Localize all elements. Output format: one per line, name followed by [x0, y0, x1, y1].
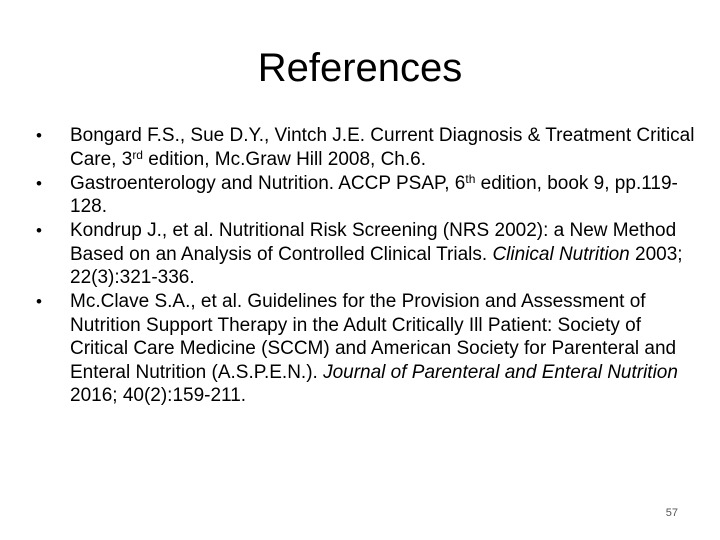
slide-title: References: [257, 46, 463, 90]
reference-text: 2003; 22(3):321-336.: [70, 243, 683, 288]
reference-text: Mc.Clave S.A., et al. Guidelines for the Provision and Assessment of Nutrition Support Therapy in the Adult Critically Ill Patient: Society of Critical Care Medicine (SCCM) and American Society for Parenteral and Enteral Nutrition (A.S.P.E.N.).: [70, 291, 677, 383]
reference-text: Bongard F.S., Sue D.Y., Vintch J.E. Current Diagnosis & Treatment Critical Care, 3: [70, 125, 695, 170]
reference-text: Gastroenterology and Nutrition. ACCP PSAP, 6: [70, 172, 466, 194]
bullet-icon: •: [36, 292, 42, 311]
reference-item-3: [36, 219, 696, 290]
reference-text: edition, book 9, pp.119-128.: [70, 172, 678, 217]
page-number: 57: [665, 507, 678, 519]
bullet-icon: •: [36, 221, 42, 240]
bullet-icon: •: [36, 126, 42, 145]
reference-text: Kondrup J., et al. Nutritional Risk Screening (NRS 2002): a New Method Based on an Analysis of Controlled Clinical Trials.: [70, 220, 677, 265]
reference-list: [36, 124, 696, 408]
journal-title: Clinical Nutrition: [492, 243, 630, 265]
reference-text: edition, Mc.Graw Hill 2008, Ch.6.: [142, 148, 426, 170]
reference-item-4: [36, 290, 696, 408]
bullet-icon: •: [36, 173, 42, 193]
reference-item-2: [36, 172, 696, 219]
reference-item-1: [36, 124, 696, 171]
journal-title: Journal of Parenteral and Enteral Nutrition: [323, 361, 678, 383]
ordinal-suffix: th: [465, 171, 476, 186]
ordinal-suffix: rd: [132, 147, 143, 162]
reference-text: 2016; 40(2):159-211.: [70, 385, 247, 406]
